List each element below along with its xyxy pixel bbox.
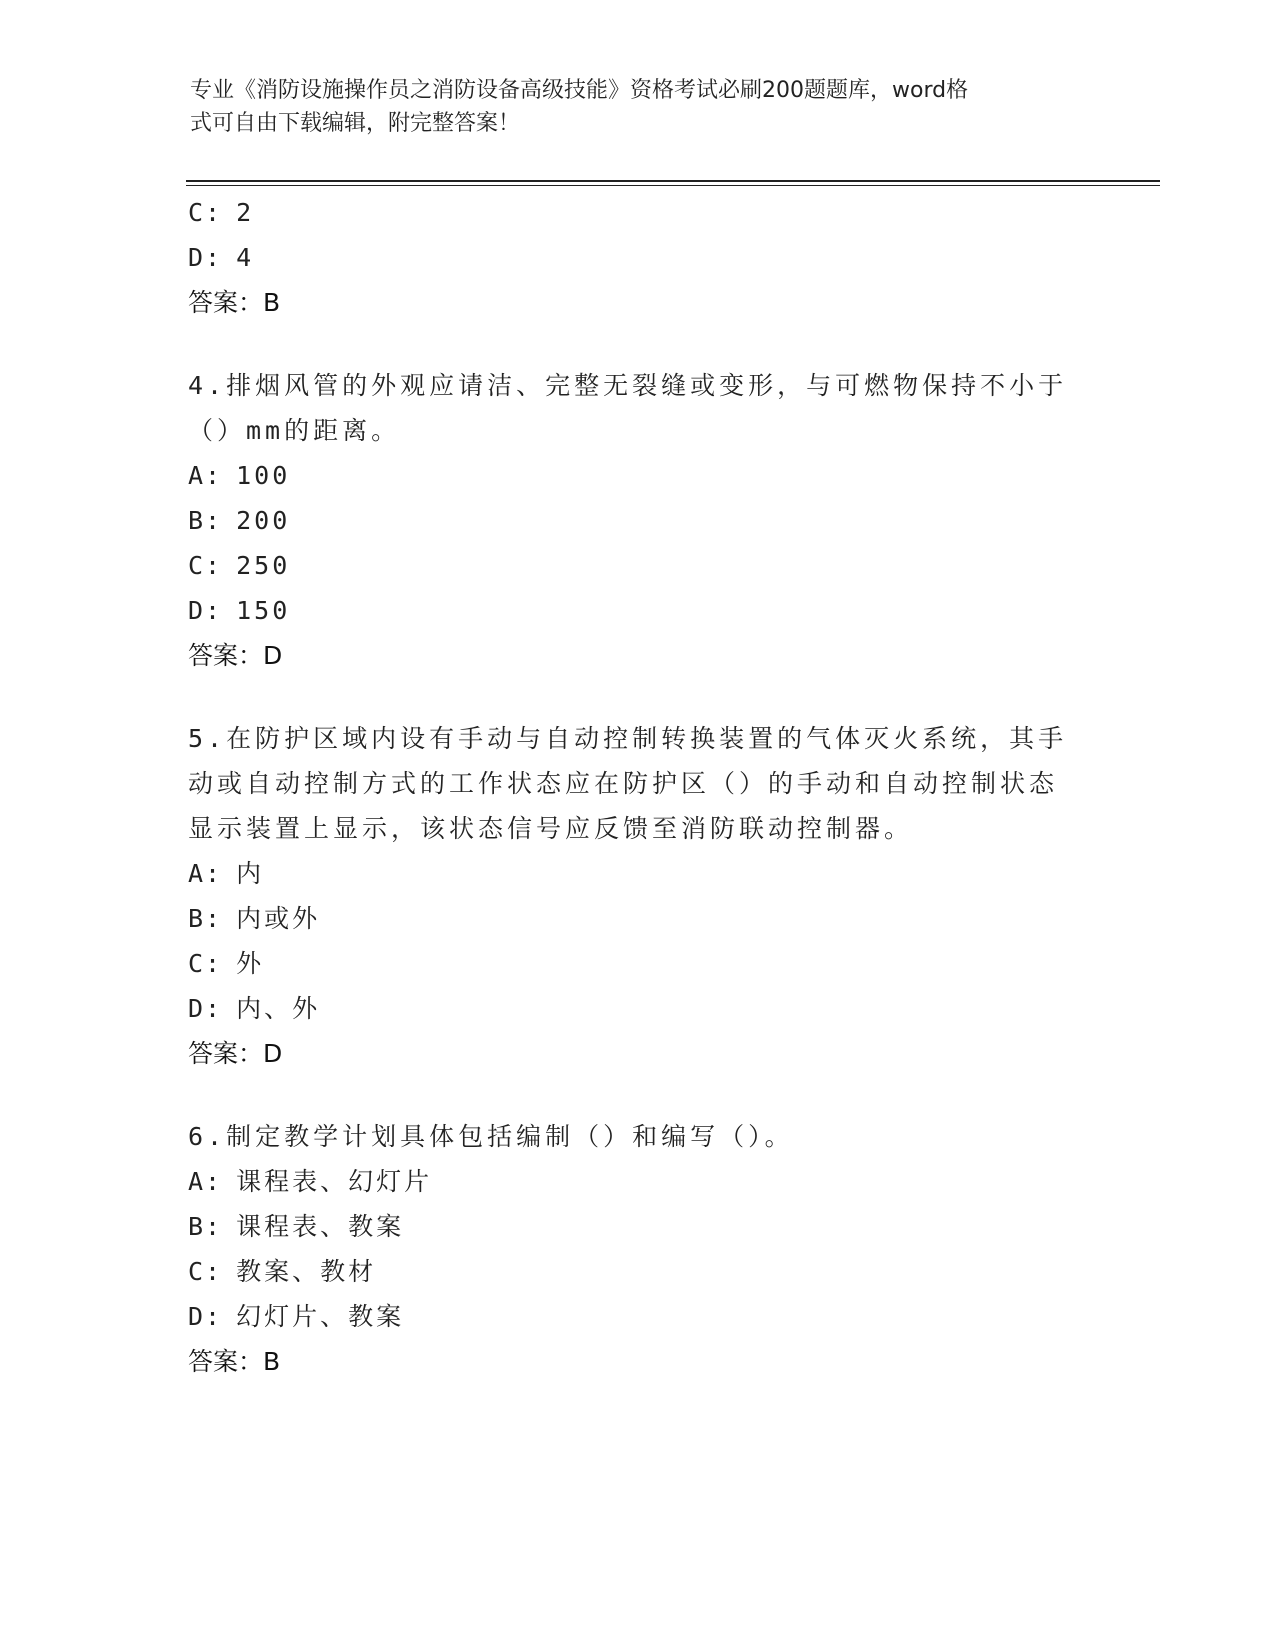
option-c: C: 2: [188, 198, 255, 227]
answer-line: 答案：B: [188, 1347, 281, 1376]
option-b: B: 内或外: [188, 904, 321, 933]
answer-line: 答案：D: [188, 641, 283, 670]
document-body: [188, 190, 1068, 1384]
question-3-tail: [188, 190, 1068, 325]
option-b: B: 课程表、教案: [188, 1212, 405, 1241]
answer-line: 答案：B: [188, 288, 281, 317]
option-a: A: 100: [188, 461, 291, 490]
answer-line: 答案：D: [188, 1039, 283, 1068]
option-d: D: 内、外: [188, 994, 321, 1023]
option-b: B: 200: [188, 506, 291, 535]
option-d: D: 4: [188, 243, 255, 272]
question-text: 6.制定教学计划具体包括编制（）和编写（）。: [188, 1122, 794, 1151]
header-divider-thin: [186, 185, 1160, 186]
option-c: C: 250: [188, 551, 291, 580]
document-header: [190, 74, 1070, 140]
question-text: 5.在防护区域内设有手动与自动控制转换装置的气体灭火系统，其手动或自动控制方式的工作状态应在防护区（）的手动和自动控制状态显示装置上显示，该状态信号应反馈至消防联动控制器。: [188, 724, 1068, 843]
option-d: D: 幻灯片、教案: [188, 1302, 405, 1331]
option-a: A: 课程表、幻灯片: [188, 1167, 433, 1196]
question-text: 4.排烟风管的外观应请洁、完整无裂缝或变形，与可燃物保持不小于（）mm的距离。: [188, 371, 1068, 445]
header-divider-thick: [186, 180, 1160, 182]
question-5: [188, 716, 1068, 1076]
option-a: A: 内: [188, 859, 265, 888]
header-title-line-2: 式可自由下载编辑，附完整答案！: [190, 111, 521, 136]
option-c: C: 教案、教材: [188, 1257, 377, 1286]
question-4: [188, 363, 1068, 678]
option-c: C: 外: [188, 949, 265, 978]
header-title-line-1: 专业《消防设施操作员之消防设备高级技能》资格考试必刷200题题库，word格: [190, 78, 969, 103]
question-6: [188, 1114, 1068, 1384]
option-d: D: 150: [188, 596, 291, 625]
